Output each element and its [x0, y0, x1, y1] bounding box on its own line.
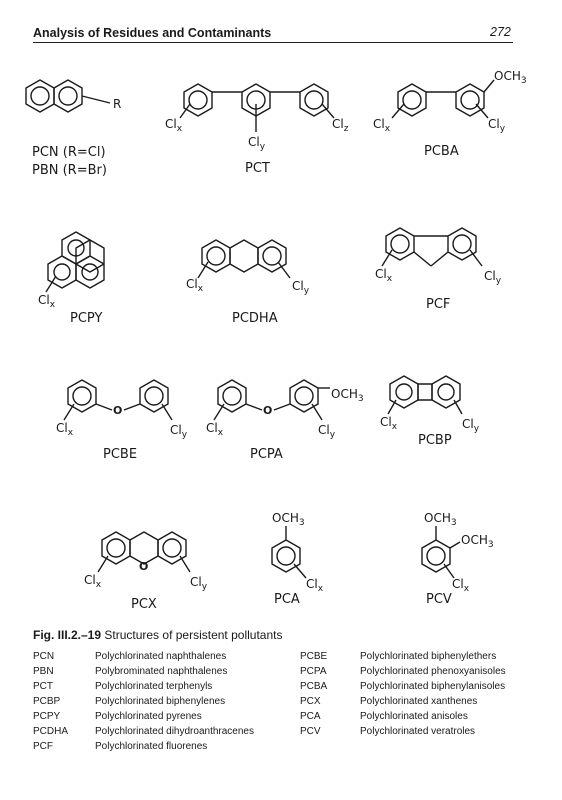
pcpa-cly: $Cl_y$	[318, 423, 336, 440]
legend-name: Polychlorinated fluorenes	[95, 741, 208, 752]
legend-abbr: PCX	[300, 696, 321, 707]
structure-pcpy	[38, 232, 104, 326]
legend-abbr: PCV	[300, 726, 321, 737]
pcn-substituent: R	[113, 97, 122, 111]
structure-pcf	[375, 228, 502, 312]
legend-abbr: PCT	[33, 681, 53, 692]
legend-name: Polychlorinated naphthalenes	[95, 651, 227, 662]
figure-caption-text: Structures of persistent pollutants	[104, 628, 283, 642]
legend-name: Polychlorinated dihydroanthracenes	[95, 726, 254, 737]
legend-name: Polybrominated naphthalenes	[95, 666, 228, 677]
pcf-cly: $Cl_y$	[484, 269, 502, 286]
pcba-label: PCBA	[424, 144, 459, 159]
legend-name: Polychlorinated pyrenes	[95, 711, 202, 722]
structure-pcx	[84, 532, 208, 612]
pcf-clx: $Cl_x$	[375, 267, 393, 284]
legend-name: Polychlorinated veratroles	[360, 726, 476, 737]
running-header-title: Analysis of Residues and Contaminants	[33, 26, 272, 40]
pca-clx: $Cl_x$	[306, 577, 324, 594]
pcbe-oxygen: O	[113, 404, 123, 417]
pcv-label: PCV	[426, 592, 452, 607]
structure-pcbp	[380, 376, 480, 448]
pcba-clx: $Cl_x$	[373, 117, 391, 134]
pcba-cly: $Cl_y$	[488, 117, 506, 134]
figure-number: Fig. III.2.–19	[33, 628, 102, 642]
pcv-clx: $Cl_x$	[452, 577, 470, 594]
legend-row	[33, 696, 506, 711]
pcx-label: PCX	[131, 597, 157, 612]
structure-pcn	[26, 80, 121, 178]
structure-pcv	[422, 511, 494, 607]
legend-abbr: PCBE	[300, 651, 328, 662]
legend-name: Polychlorinated phenoxyanisoles	[360, 666, 506, 677]
legend-name: Polychlorinated anisoles	[360, 711, 468, 722]
abbreviation-legend	[33, 651, 506, 756]
figure-caption	[33, 628, 282, 642]
pcx-clx: $Cl_x$	[84, 573, 102, 590]
legend-row	[33, 726, 506, 741]
page-number: 272	[490, 25, 511, 39]
pcpa-label: PCPA	[250, 447, 283, 462]
legend-row	[33, 711, 506, 726]
legend-abbr: PBN	[33, 666, 54, 677]
pcbp-clx: $Cl_x$	[380, 415, 398, 432]
structure-pcpa	[206, 380, 364, 462]
legend-abbr: PCPA	[300, 666, 327, 677]
legend-abbr: PCDHA	[33, 726, 69, 737]
legend-name	[360, 741, 506, 756]
structure-pct	[165, 84, 349, 176]
pcf-label: PCF	[426, 297, 451, 312]
pcbe-clx: $Cl_x$	[56, 421, 74, 438]
pca-label: PCA	[274, 592, 300, 607]
structure-pcba	[373, 69, 527, 159]
pcpy-clx: $Cl_x$	[38, 293, 56, 310]
pct-label: PCT	[245, 161, 270, 176]
pct-clx: $Cl_x$	[165, 117, 183, 134]
legend-abbr: PCPY	[33, 711, 61, 722]
legend-abbr: PCN	[33, 651, 55, 662]
legend-abbr	[300, 741, 360, 756]
pcbe-label: PCBE	[103, 447, 138, 462]
pbn-label: PBN (R=Br)	[32, 163, 107, 178]
legend-abbr: PCBA	[300, 681, 328, 692]
pcn-label: PCN (R=Cl)	[32, 145, 106, 160]
legend-name: Polychlorinated biphenylenes	[95, 696, 226, 707]
pcv-och3-side: $OCH_3$	[461, 533, 494, 550]
structure-pcbe	[56, 380, 188, 462]
legend-abbr: PCBP	[33, 696, 61, 707]
pcbe-cly: $Cl_y$	[170, 423, 188, 440]
structure-pcdha	[186, 240, 310, 326]
legend-row	[33, 681, 506, 696]
pcpa-oxygen: O	[263, 404, 273, 417]
pcv-och3-top: $OCH_3$	[424, 511, 457, 528]
structure-pca	[272, 511, 324, 607]
legend-name: Polychlorinated biphenylethers	[360, 651, 497, 662]
pcpa-clx: $Cl_x$	[206, 421, 224, 438]
legend-row	[33, 651, 506, 666]
pcx-oxygen: O	[139, 560, 149, 573]
pcbp-label: PCBP	[418, 433, 452, 448]
legend-row	[33, 741, 506, 756]
pcpy-label: PCPY	[70, 311, 103, 326]
pcdha-label: PCDHA	[232, 311, 278, 326]
pct-clz: $Cl_z$	[332, 117, 349, 134]
pcx-cly: $Cl_y$	[190, 575, 208, 592]
legend-name: Polychlorinated terphenyls	[95, 681, 213, 692]
pct-cly: $Cl_y$	[248, 135, 266, 152]
pcdha-cly: $Cl_y$	[292, 279, 310, 296]
legend-abbr: PCA	[300, 711, 321, 722]
pca-och3: $OCH_3$	[272, 511, 305, 528]
pcdha-clx: $Cl_x$	[186, 277, 204, 294]
legend-name: Polychlorinated biphenylanisoles	[360, 681, 506, 692]
pcpa-och3: $OCH_3$	[331, 387, 364, 404]
pcbp-cly: $Cl_y$	[462, 417, 480, 434]
legend-abbr: PCF	[33, 741, 53, 752]
legend-name: Polychlorinated xanthenes	[360, 696, 478, 707]
legend-row	[33, 666, 506, 681]
pcba-och3: $OCH_3$	[494, 69, 527, 86]
